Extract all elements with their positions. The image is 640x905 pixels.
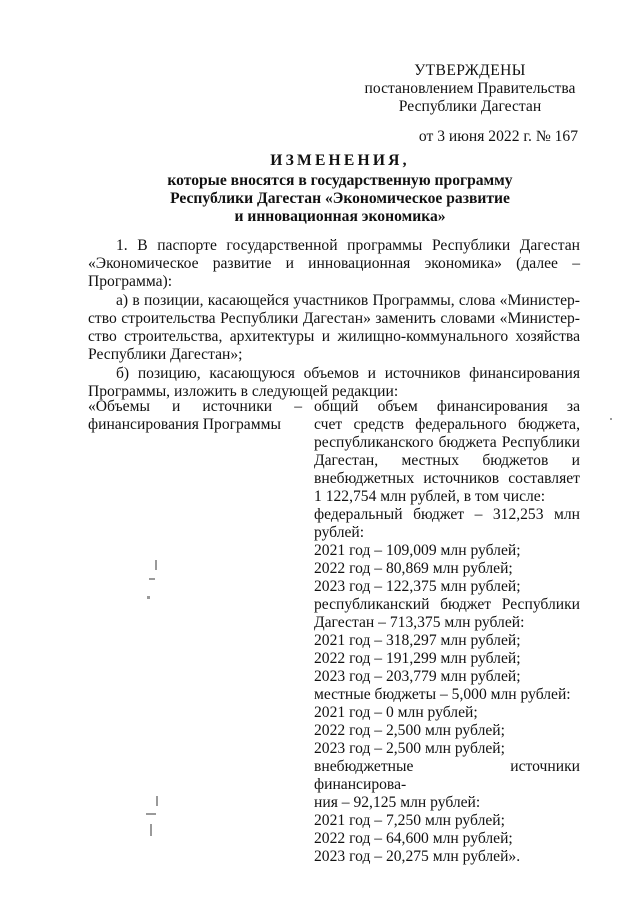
approval-line-1: постановлением Правительства <box>364 80 576 97</box>
funding-line: 2023 год – 2,500 млн рублей; <box>314 740 505 757</box>
scan-speck <box>146 813 156 815</box>
paragraph-line: «Экономическое развитие и инновационная экономика» (далее – <box>88 255 580 272</box>
paragraph-line: ство строительства Республики Дагестан» заменить словами «Министер- <box>88 310 580 327</box>
paragraph-3 <box>88 365 580 401</box>
funding-line: Дагестан, местных бюджетов и <box>314 452 580 469</box>
scan-speck <box>147 596 150 599</box>
funding-line: 2022 год – 191,299 млн рублей; <box>314 650 521 667</box>
approval-block <box>352 62 588 116</box>
paragraph-1 <box>88 237 580 291</box>
scan-speck <box>149 578 155 580</box>
funding-details <box>314 398 580 866</box>
funding-line: 2022 год – 64,600 млн рублей; <box>314 830 513 847</box>
document-body <box>88 237 580 402</box>
funding-line: 1 122,754 млн рублей, в том числе: <box>314 488 546 505</box>
funding-line: ния – 92,125 млн рублей: <box>314 794 481 811</box>
title-line-1: которые вносятся в государственную программу <box>167 172 513 189</box>
approval-date: от 3 июня 2022 г. № 167 <box>418 128 578 145</box>
funding-label-line: финансирования Программы <box>88 416 281 433</box>
scan-speck <box>155 560 157 570</box>
funding-line: 2023 год – 20,275 млн рублей». <box>314 848 521 865</box>
paragraph-line: Программы, изложить в следующей редакции: <box>88 383 399 400</box>
funding-line: 2023 год – 203,779 млн рублей; <box>314 668 521 685</box>
title-line-3: и инновационная экономика» <box>234 208 446 225</box>
scan-speck <box>610 418 612 420</box>
funding-line: рублей: <box>314 524 365 541</box>
funding-line: федеральный бюджет – 312,253 млн <box>314 506 580 523</box>
paragraph-line: ство строительства, архитектуры и жилищно-коммунального хозяйства <box>88 328 580 345</box>
funding-line: 2021 год – 0 млн рублей; <box>314 704 478 721</box>
funding-line: республиканского бюджета Республики <box>314 434 580 451</box>
approval-line-2: Республики Дагестан <box>398 98 542 115</box>
funding-line: республиканский бюджет Республики <box>314 596 580 613</box>
funding-line: общий объем финансирования за <box>314 398 580 415</box>
funding-line: 2022 год – 80,869 млн рублей; <box>314 560 513 577</box>
title-heading: ИЗМЕНЕНИЯ, <box>270 152 410 169</box>
funding-line: 2021 год – 318,297 млн рублей; <box>314 632 521 649</box>
funding-line: местные бюджеты – 5,000 млн рублей: <box>314 686 571 703</box>
funding-line: 2021 год – 109,009 млн рублей; <box>314 542 521 559</box>
funding-line: внебюджетные источники финансирова- <box>314 758 580 793</box>
scan-speck <box>156 796 158 806</box>
funding-line: 2023 год – 122,375 млн рублей; <box>314 578 521 595</box>
funding-label <box>88 398 302 434</box>
scan-speck <box>150 824 152 836</box>
funding-line: внебюджетных источников составляет <box>314 470 580 487</box>
funding-line: 2021 год – 7,250 млн рублей; <box>314 812 505 829</box>
paragraph-line: б) позицию, касающуюся объемов и источников финансирования <box>116 365 580 382</box>
document-title <box>90 152 590 226</box>
paragraph-2 <box>88 292 580 364</box>
funding-line: 2022 год – 2,500 млн рублей; <box>314 722 505 739</box>
funding-line: счет средств федерального бюджета, <box>314 416 580 433</box>
approval-title: УТВЕРЖДЕНЫ <box>414 62 526 79</box>
paragraph-line: Программа): <box>88 273 173 290</box>
title-line-2: Республики Дагестан «Экономическое развитие <box>170 190 510 207</box>
paragraph-line: Республики Дагестан»; <box>88 346 243 363</box>
paragraph-line: а) в позиции, касающейся участников Программы, слова «Министер- <box>116 292 580 309</box>
funding-line: Дагестан – 713,375 млн рублей: <box>314 614 525 631</box>
funding-label-line: «Объемы и источники – <box>88 398 302 415</box>
paragraph-line: 1. В паспорте государственной программы Республики Дагестан <box>116 237 580 254</box>
